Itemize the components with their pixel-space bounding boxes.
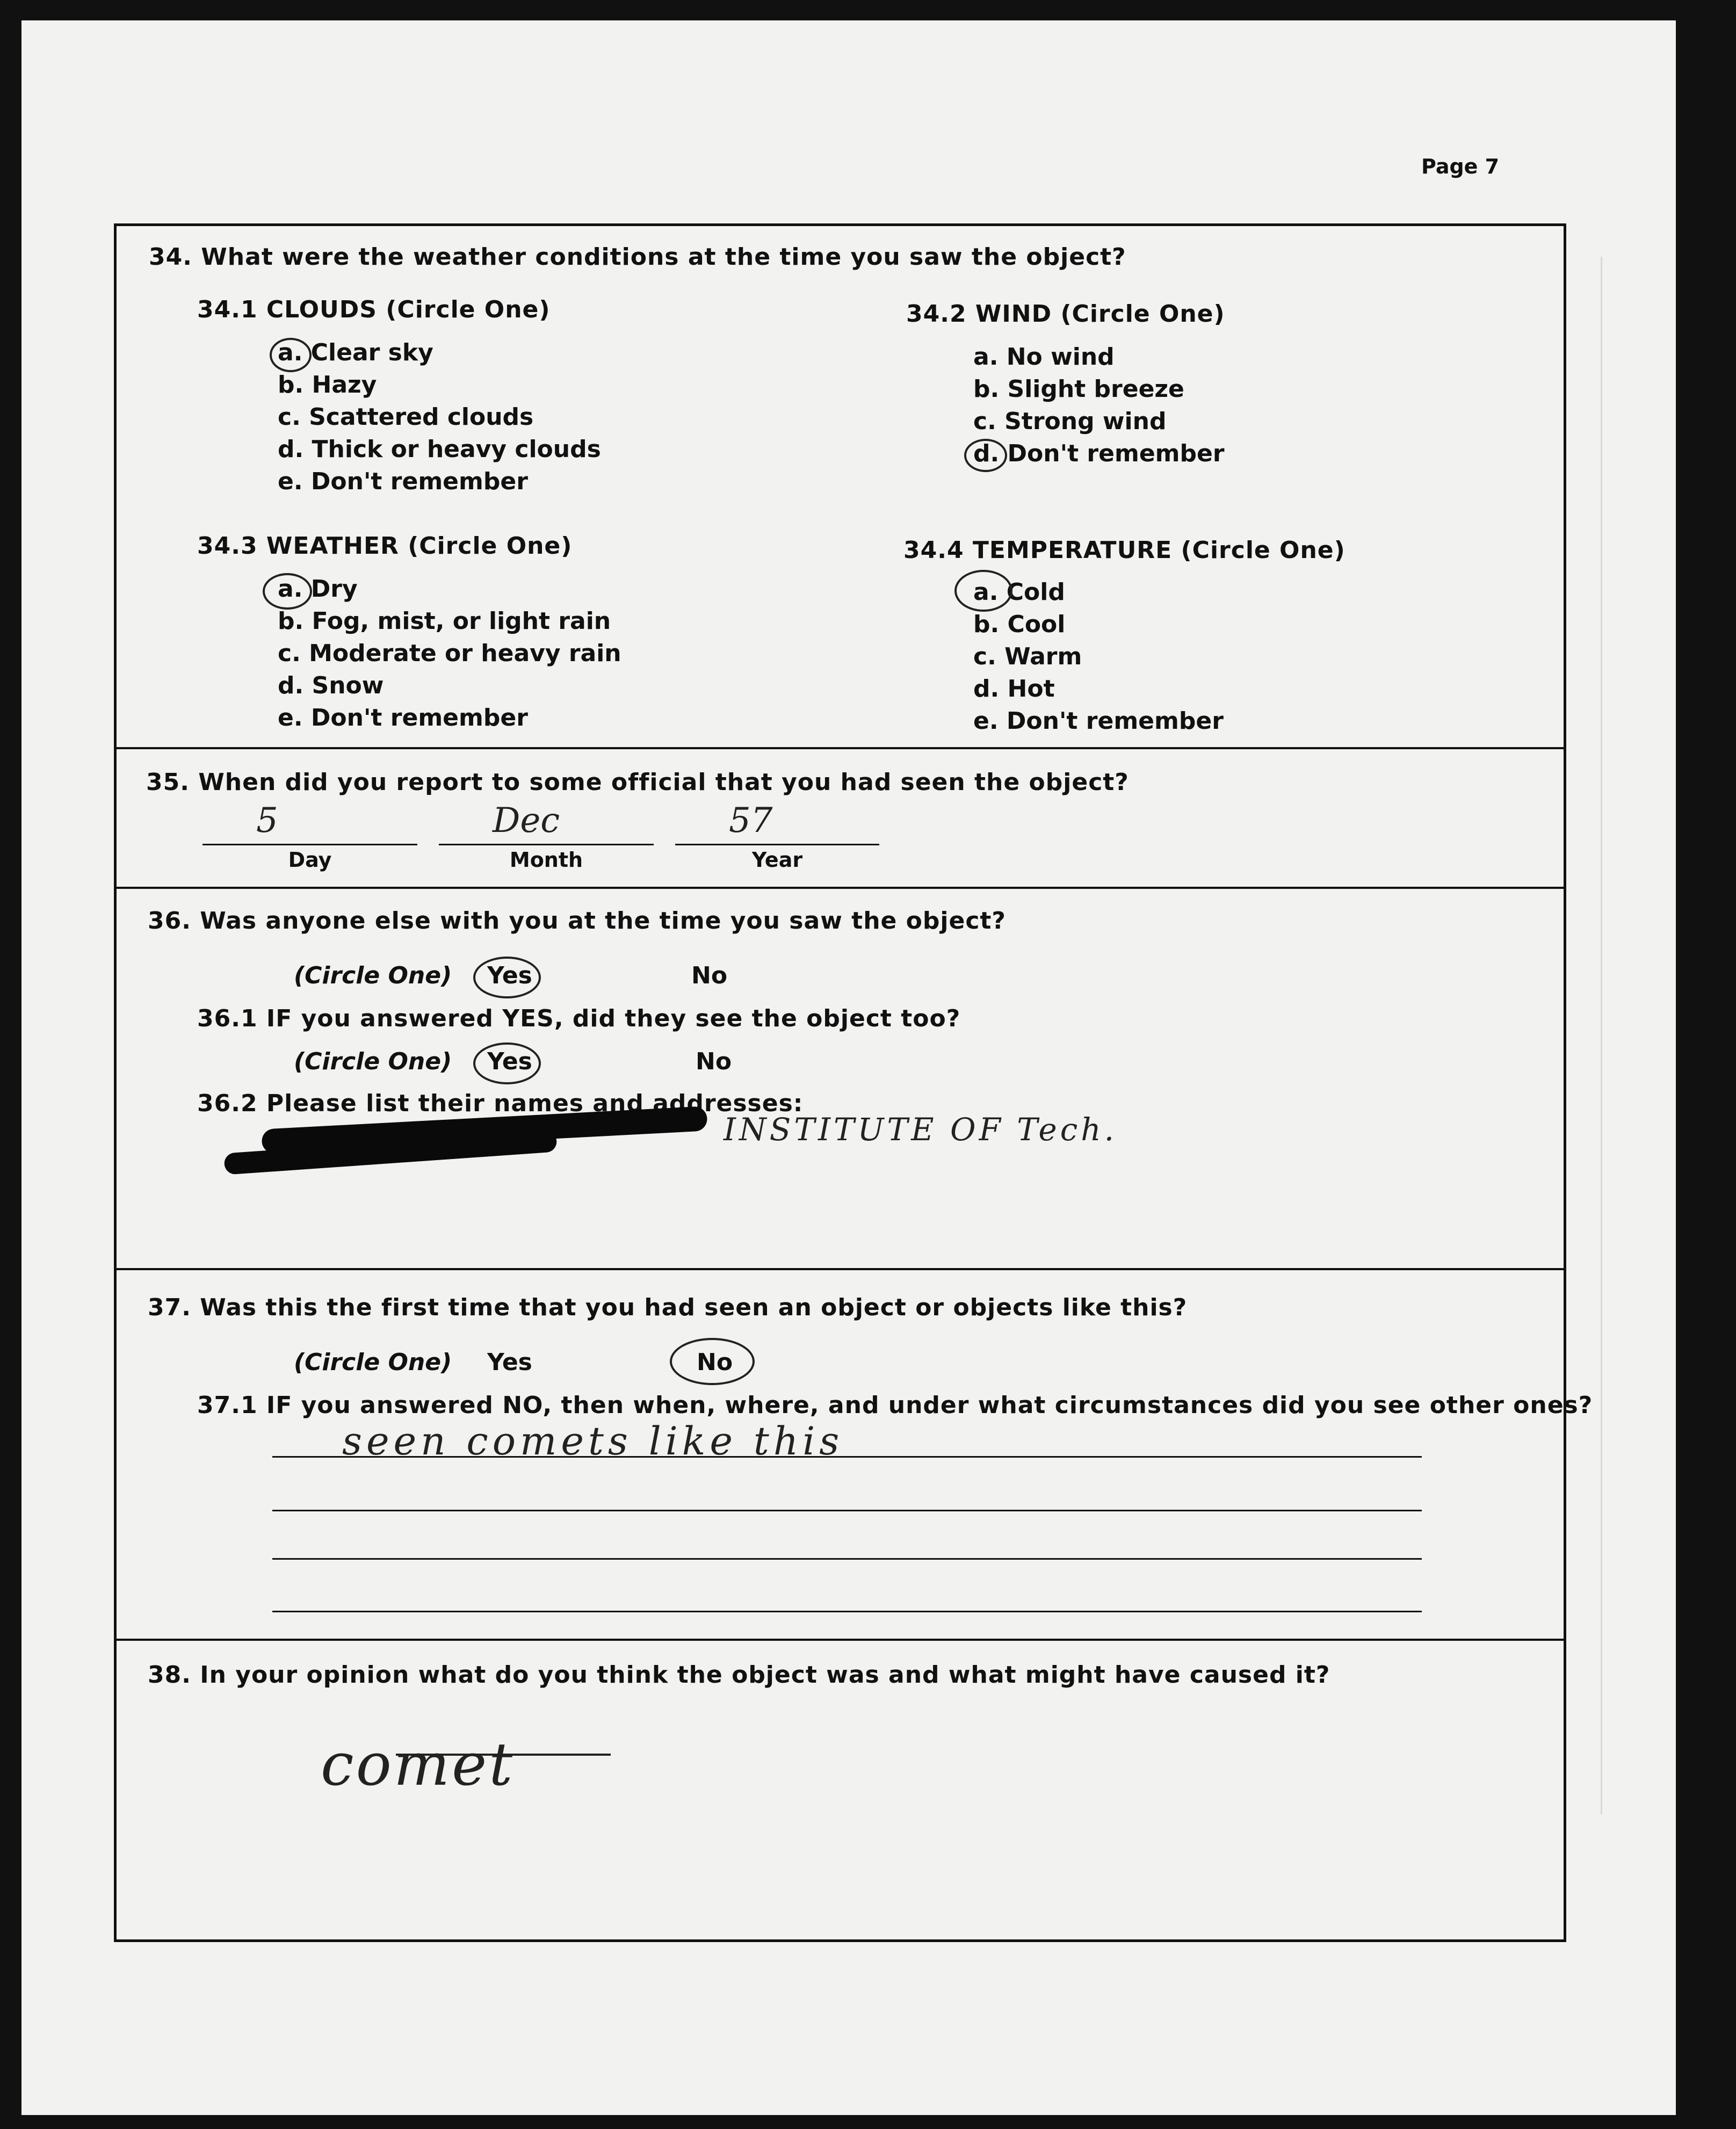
q36-1-question: 36.1 IF you answered YES, did they see the object too? — [197, 1005, 961, 1032]
q35-month-line — [439, 844, 654, 845]
q37-title: 37. Was this the first time that you had seen an object or objects like this? — [148, 1294, 1188, 1321]
clouds-option-e[interactable]: e. Don't remember — [278, 468, 528, 495]
clouds-option-c[interactable]: c. Scattered clouds — [278, 403, 534, 431]
q37-no-circle — [670, 1338, 755, 1385]
q35-year-value[interactable]: 57 — [729, 801, 773, 841]
q36-yes-circle — [473, 957, 541, 998]
q37-no[interactable]: No — [697, 1349, 733, 1376]
wind-selected-circle — [964, 439, 1007, 472]
q36-1-yes-circle — [473, 1042, 541, 1084]
q35-month-label: Month — [509, 848, 583, 872]
divider-34-35 — [117, 747, 1564, 749]
temperature-option-d[interactable]: d. Hot — [973, 675, 1055, 703]
q37-circle-one: (Circle One) — [294, 1349, 452, 1376]
q36-1-circle-one: (Circle One) — [294, 1048, 452, 1075]
weather-option-b[interactable]: b. Fog, mist, or light rain — [278, 607, 611, 635]
weather-option-c[interactable]: c. Moderate or heavy rain — [278, 640, 621, 667]
q37-1-answer-line-3 — [272, 1558, 1422, 1560]
bleed-through-edge — [1601, 257, 1602, 1814]
q37-yes[interactable]: Yes — [487, 1349, 532, 1376]
q36-1-yes[interactable]: Yes — [487, 1048, 532, 1075]
temperature-option-a[interactable]: a. Cold — [973, 578, 1065, 606]
q37-1-question: 37.1 IF you answered NO, then when, where, and under what circumstances did you see other ones? — [197, 1392, 1593, 1419]
q35-day-line — [202, 844, 417, 845]
temperature-option-c[interactable]: c. Warm — [973, 643, 1082, 670]
q35-year-label: Year — [751, 848, 803, 872]
weather-option-e[interactable]: e. Don't remember — [278, 704, 528, 732]
clouds-option-d[interactable]: d. Thick or heavy clouds — [278, 436, 601, 463]
wind-option-d[interactable]: d. Don't remember — [973, 440, 1225, 467]
q34-clouds-heading: 34.1 CLOUDS (Circle One) — [197, 296, 551, 323]
handwritten-t-crossbar — [396, 1754, 611, 1756]
form-page — [21, 20, 1676, 2115]
divider-36-37 — [117, 1268, 1564, 1270]
q36-title: 36. Was anyone else with you at the time you saw the object? — [148, 907, 1006, 935]
q36-2-question: 36.2 Please list their names and addresses: — [197, 1090, 804, 1117]
weather-option-d[interactable]: d. Snow — [278, 672, 384, 699]
wind-option-b[interactable]: b. Slight breeze — [973, 375, 1184, 403]
q34-temperature-heading: 34.4 TEMPERATURE (Circle One) — [903, 537, 1346, 564]
q35-month-value[interactable]: Dec — [493, 801, 560, 841]
q35-title: 35. When did you report to some official that you had seen the object? — [146, 769, 1129, 796]
q36-circle-one: (Circle One) — [294, 962, 452, 989]
q35-year-line — [675, 844, 879, 845]
q37-1-handwritten-answer[interactable]: seen comets like this — [342, 1418, 844, 1464]
clouds-selected-circle — [270, 338, 312, 372]
q37-1-answer-line-4 — [272, 1611, 1422, 1612]
clouds-option-b[interactable]: b. Hazy — [278, 371, 377, 399]
q34-wind-heading: 34.2 WIND (Circle One) — [906, 300, 1225, 328]
q38-title: 38. In your opinion what do you think the object was and what might have caused it? — [148, 1661, 1330, 1689]
q34-title: 34. What were the weather conditions at the time you saw the object? — [149, 243, 1126, 271]
q36-no[interactable]: No — [691, 962, 728, 989]
q34-weather-heading: 34.3 WEATHER (Circle One) — [197, 532, 573, 560]
weather-selected-circle — [263, 573, 312, 610]
clouds-option-a[interactable]: a. Clear sky — [278, 339, 433, 366]
form-box — [114, 223, 1593, 1942]
q38-handwritten-answer[interactable]: comet — [321, 1730, 515, 1799]
temperature-option-b[interactable]: b. Cool — [973, 611, 1066, 638]
temperature-selected-circle — [954, 570, 1012, 612]
q37-1-answer-line-2 — [272, 1510, 1422, 1511]
divider-35-36 — [117, 887, 1564, 889]
q35-day-label: Day — [288, 848, 332, 872]
page-number: Page 7 — [1421, 155, 1500, 178]
q36-2-handwritten-answer[interactable]: INSTITUTE OF Tech. — [724, 1111, 1118, 1148]
q36-1-no[interactable]: No — [696, 1048, 732, 1075]
wind-option-c[interactable]: c. Strong wind — [973, 408, 1167, 435]
q35-day-value[interactable]: 5 — [256, 801, 278, 841]
q36-yes[interactable]: Yes — [487, 962, 532, 989]
divider-37-38 — [117, 1639, 1564, 1641]
temperature-option-e[interactable]: e. Don't remember — [973, 707, 1224, 735]
wind-option-a[interactable]: a. No wind — [973, 343, 1115, 371]
q37-1-answer-line-1 — [272, 1456, 1422, 1458]
weather-option-a[interactable]: a. Dry — [278, 575, 358, 603]
